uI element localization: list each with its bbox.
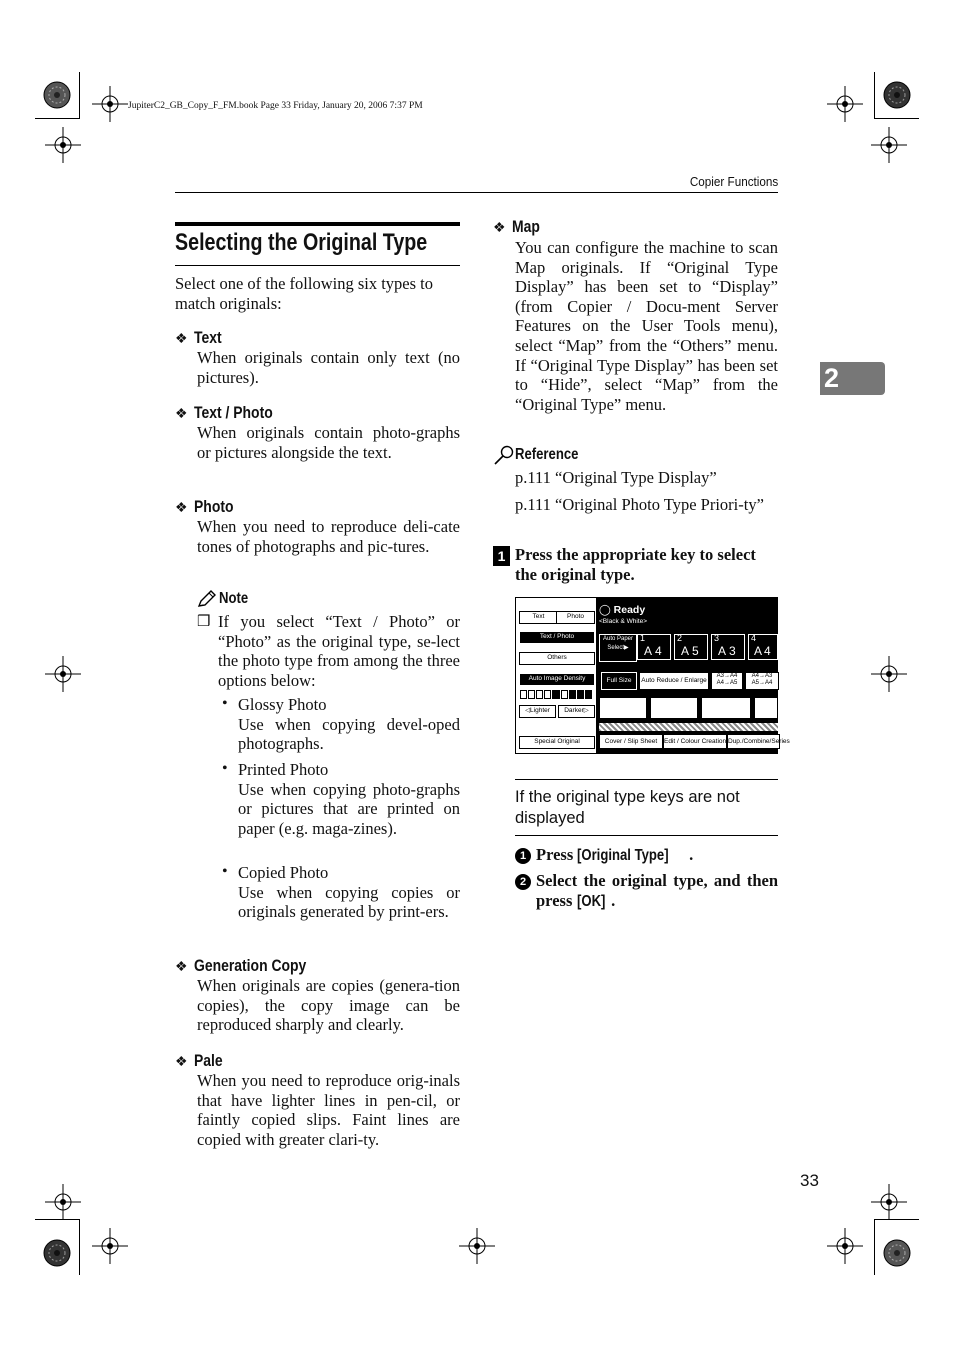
- note-body: If you select “Text / Photo” or “Photo” as the original type, se-lect the photo type from among the three options below:: [218, 612, 460, 690]
- registration-target-icon: [871, 656, 907, 692]
- ratio-key-reduce[interactable]: A3→A4 A4→A5: [711, 672, 743, 690]
- section-text-photo: [175, 403, 460, 462]
- heading-text: Text: [193, 328, 222, 347]
- diamond-icon: ❖: [175, 407, 188, 422]
- registration-target-icon: [45, 1184, 81, 1220]
- registration-target-icon: [827, 86, 863, 122]
- registration-target-icon: [871, 1184, 907, 1220]
- substep-text: Press: [536, 845, 578, 864]
- item-desc: Use when copying devel-oped photographs.: [238, 714, 460, 754]
- map-body: You can configure the machine to scan Map originals. If “Original Type Display” has been set to “Display” (from Copier / Docu-ment Server Features on the User Tools menu), select “Map” from the “Others” menu. If “Original Type Display” has been set to “Hide”, select “Map” from the “Original Type” menu.: [515, 238, 778, 414]
- section-map: [493, 217, 778, 414]
- cover-slip-sheet-tab[interactable]: Cover / Slip Sheet: [599, 734, 663, 749]
- reference-heading: Reference: [515, 446, 579, 463]
- auto-image-density-key[interactable]: Auto Image Density: [519, 673, 595, 686]
- diamond-icon: ❖: [175, 960, 188, 975]
- checkbox-icon: ❒: [197, 614, 211, 630]
- subnote-rule-bottom: [515, 835, 778, 836]
- tray-4[interactable]: 4 A4: [748, 634, 778, 660]
- step-1: [493, 545, 778, 584]
- tray-1[interactable]: 1 A4: [637, 634, 671, 660]
- item-name: Copied Photo: [238, 863, 329, 882]
- edit-colour-creation-tab[interactable]: Edit / Colour Creation: [663, 734, 727, 749]
- full-size-key[interactable]: Full Size: [601, 672, 637, 690]
- subnote-heading: If the original type keys are not displayed: [515, 788, 740, 827]
- section-pale: [175, 1051, 460, 1149]
- section-generation-copy: [175, 956, 460, 1035]
- running-header: Copier Functions: [689, 174, 778, 189]
- substep-1: 1 Press [Original Type] .: [515, 845, 778, 866]
- color-wheel-icon: [883, 81, 911, 109]
- original-type-text-key[interactable]: Text: [519, 611, 558, 624]
- registration-target-icon: [459, 1228, 495, 1264]
- auto-reduce-enlarge-key[interactable]: Auto Reduce / Enlarge: [639, 672, 709, 690]
- duplex-key-4[interactable]: [754, 697, 778, 719]
- separator-strip: [599, 723, 778, 731]
- title-rule-bottom: [175, 265, 460, 266]
- registration-target-icon: [45, 127, 81, 163]
- color-wheel-icon: [43, 1239, 71, 1267]
- pale-body: When you need to reproduce orig-inals that have lighter lines in pen-cil, or faintly copied slips. Faint lines are copied with greater clari-ty.: [197, 1071, 460, 1149]
- step-text: Press the appropriate key to select the original type.: [515, 545, 756, 584]
- bullet-icon: •: [222, 695, 228, 712]
- bullet-icon: •: [222, 760, 228, 777]
- duplex-key-1[interactable]: [599, 697, 647, 719]
- heading-text-photo: Text / Photo: [193, 403, 273, 422]
- diamond-icon: ❖: [493, 221, 506, 236]
- list-item-copied: [218, 863, 460, 922]
- file-header: JupiterC2_GB_Copy_F_FM.book Page 33 Friday, January 20, 2006 7:37 PM: [128, 101, 423, 111]
- generation-body: When originals are copies (genera-tion copies), the copy image can be reproduced sharply and clearly.: [197, 976, 460, 1035]
- diamond-icon: ❖: [175, 332, 188, 347]
- key-name: [OK]: [576, 892, 605, 910]
- dup-combine-series-tab[interactable]: Dup./Combine/Series: [727, 734, 780, 749]
- chapter-number: 2: [824, 363, 840, 393]
- section-text: [175, 328, 460, 387]
- duplex-key-2[interactable]: [650, 697, 698, 719]
- status-mode: <Black & White>: [599, 618, 648, 625]
- registration-target-icon: [871, 127, 907, 163]
- reference-block: [493, 444, 778, 514]
- item-name: Glossy Photo: [238, 695, 327, 714]
- magnifier-icon: [493, 445, 515, 465]
- note-heading: Note: [219, 590, 249, 607]
- step-number-badge: 1: [493, 546, 510, 566]
- color-wheel-icon: [43, 81, 71, 109]
- heading-pale: Pale: [193, 1051, 223, 1070]
- reference-link[interactable]: p.111 “Original Photo Type Priori-ty”: [515, 494, 764, 514]
- original-type-others-key[interactable]: Others: [519, 652, 595, 665]
- list-item-printed: [218, 760, 460, 838]
- list-item-glossy: [218, 695, 460, 754]
- registration-target-icon: [92, 1228, 128, 1264]
- lighter-key[interactable]: ◁Lighter: [519, 705, 556, 718]
- status-ready: ◯ Ready: [599, 604, 646, 616]
- diamond-icon: ❖: [175, 1055, 188, 1070]
- heading-photo: Photo: [193, 497, 234, 516]
- intro-text: Select one of the following six types to match originals:: [175, 274, 433, 313]
- tray-3[interactable]: 3 A3: [711, 634, 745, 660]
- heading-map: Map: [511, 217, 540, 236]
- subnote-rule-top: [515, 779, 778, 780]
- tray-2[interactable]: 2 A5: [674, 634, 708, 660]
- heading-generation-copy: Generation Copy: [193, 956, 306, 975]
- item-desc: Use when copying copies or originals generated by print-ers.: [238, 882, 460, 922]
- note-block: [197, 588, 460, 690]
- key-name: [Original Type]: [577, 847, 670, 864]
- reference-link[interactable]: p.111 “Original Type Display”: [515, 468, 717, 487]
- registration-target-icon: [45, 656, 81, 692]
- circled-number-badge: 2: [515, 874, 531, 890]
- diamond-icon: ❖: [175, 501, 188, 516]
- circled-number-badge: 1: [515, 848, 531, 864]
- text-body: When originals contain only text (no pictures).: [197, 348, 460, 387]
- title-rule-top: [175, 222, 460, 226]
- item-name: Printed Photo: [238, 760, 329, 779]
- registration-target-icon: [827, 1228, 863, 1264]
- text-photo-body: When originals contain photo-graphs or pictures alongside the text.: [197, 423, 460, 462]
- substep-2: 2 Select the original type, and then press [OK] .: [515, 871, 778, 911]
- ratio-key-enlarge[interactable]: A4→A3 A5→A4: [745, 672, 779, 690]
- special-original-key[interactable]: Special Original: [519, 736, 595, 749]
- chapter-tab: [820, 362, 885, 395]
- page-title: Selecting the Original Type: [175, 229, 428, 256]
- duplex-key-3[interactable]: [701, 697, 751, 719]
- auto-paper-select-key[interactable]: Auto Paper Select▶: [599, 634, 637, 662]
- item-desc: Use when copying photo-graphs or pictures that are printed on paper (e.g. maga-zines).: [238, 779, 460, 838]
- original-type-photo-key[interactable]: Photo: [556, 611, 595, 624]
- copier-control-panel: [515, 597, 790, 754]
- header-rule: [175, 192, 778, 193]
- color-wheel-icon: [883, 1239, 911, 1267]
- darker-key[interactable]: Darker▷: [558, 705, 595, 718]
- substep-text: Select the original type, and then press: [536, 871, 778, 910]
- photo-body: When you need to reproduce deli-cate tones of photographs and pic-tures.: [197, 517, 460, 556]
- power-icon: ◯: [599, 604, 614, 616]
- pencil-icon: [197, 590, 217, 608]
- page-number: 33: [800, 1171, 819, 1190]
- section-photo: [175, 497, 460, 556]
- registration-target-icon: [92, 86, 128, 122]
- density-scale: [520, 690, 592, 699]
- bullet-icon: •: [222, 863, 228, 880]
- original-type-text-photo-key[interactable]: Text / Photo: [519, 631, 595, 644]
